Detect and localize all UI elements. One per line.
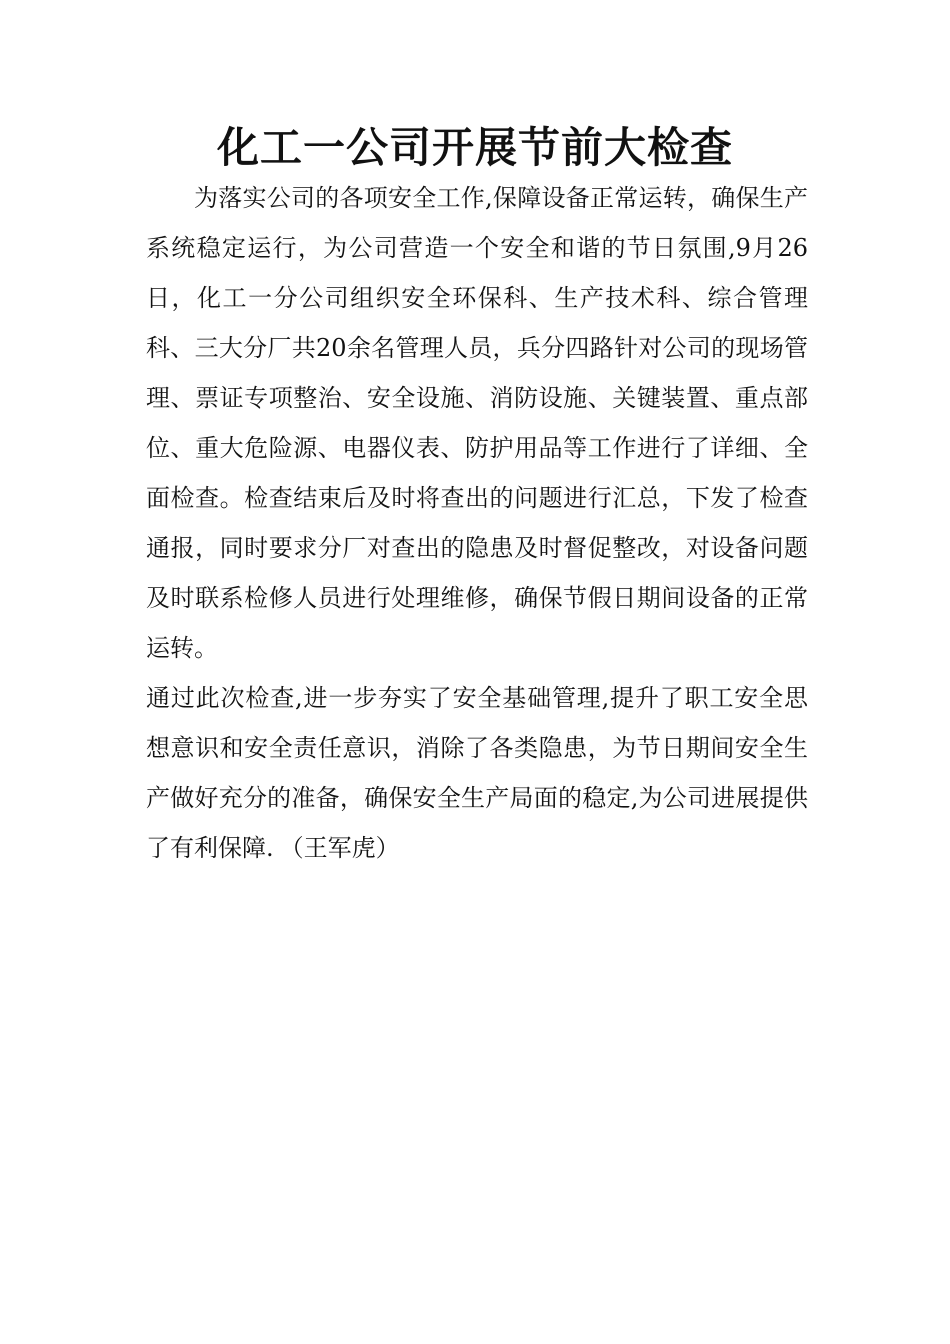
paragraph-2-text: 通过此次检查,进一步夯实了安全基础管理,提升了职工安全思想意识和安全责任意识，消除了各类隐患，为节日期间安全生产做好充分的准备，确保安全生产局面的稳定,为公司进展提供了有利保障.: [146, 684, 808, 862]
paragraph-2: [146, 673, 808, 873]
paragraph-1: 为落实公司的各项安全工作,保障设备正常运转，确保生产系统稳定运行，为公司营造一个安全和谐的节日氛围,9月26日，化工一分公司组织安全环保科、生产技术科、综合管理科、三大分厂共20余名管理人员，兵分四路针对公司的现场管理、票证专项整治、安全设施、消防设施、关键装置、重点部位、重大危险源、电器仪表、防护用品等工作进行了详细、全面检查。检查结束后及时将查出的问题进行汇总，下发了检查通报，同时要求分厂对查出的隐患及时督促整改，对设备问题及时联系检修人员进行处理维修，确保节假日期间设备的正常运转。: [146, 184, 808, 662]
document-title: 化工一公司开展节前大检查: [216, 123, 733, 172]
document-body: [146, 173, 808, 873]
author-credit: （王军虎）: [279, 834, 400, 862]
